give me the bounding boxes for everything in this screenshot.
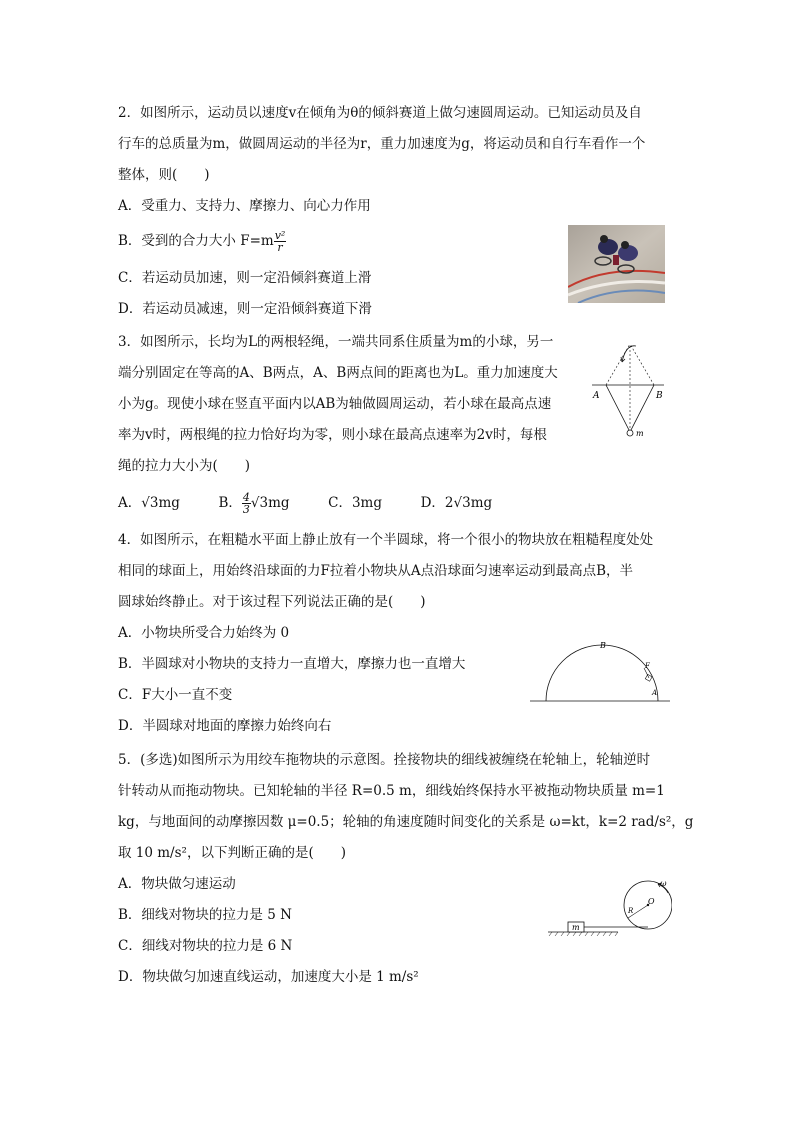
q5-fig-label-omega: ω [660,879,667,888]
q5-option-b: B．细线对物块的拉力是 5 N [118,907,292,923]
q2-stem-line2: 行车的总质量为m，做圆周运动的半径为r，重力加速度为g，将运动员和自行车看作一个 [118,136,646,152]
q5-fig-label-r: R [628,907,634,915]
q3-option-c: C．3mg [328,495,383,511]
q5-stem-line1: 5．(多选)如图所示为用绞车拖物块的示意图。拴接物块的细线被缠绕在轮轴上，轮轴逆时 [118,752,651,768]
q5-stem-line4: 取 10 m/s²，以下判断正确的是( ) [118,845,346,861]
q4-fig-label-a: A [652,689,658,697]
q3-fig-label-m: m [636,429,644,438]
q2-stem-line1: 2．如图所示，运动员以速度v在倾角为θ的倾斜赛道上做匀速圆周运动。已知运动员及自 [118,105,642,121]
q3-fig-label-a: A [593,391,600,401]
q3-option-b-suffix: √3mg [250,495,290,511]
q5-winch-diagram [548,876,672,938]
q3-stem-line3: 小为g。现使小球在竖直平面内以AB为轴做圆周运动，若小球在最高点速 [118,396,552,412]
q3-stem-line4: 率为v时，两根绳的拉力恰好均为零，则小球在最高点速率为2v时，每根 [118,427,547,443]
q3-stem-line5: 绳的拉力大小为( ) [118,458,251,474]
q5-option-c: C．细线对物块的拉力是 6 N [118,938,293,954]
q5-fig-label-m: m [572,923,580,932]
q2-option-b-text: B．受到的合力大小 F=m [118,233,274,249]
q5-option-a: A．物块做匀速运动 [118,876,236,892]
q2-option-a: A．受重力、支持力、摩擦力、向心力作用 [118,198,371,214]
q3-stem-line1: 3．如图所示，长均为L的两根轻绳，一端共同系住质量为m的小球，另一 [118,334,554,350]
q4-fig-label-f: F [645,662,650,670]
cyclist-photo [568,225,665,303]
q4-option-c: C．F大小一直不变 [118,687,233,703]
q3-options [118,492,492,515]
q3-pendulum-diagram [588,336,668,442]
q2-option-b [118,230,286,253]
q4-stem-line2: 相同的球面上，用始终沿球面的力F拉着小物块从A点沿球面匀速率运动到最高点B，半 [118,563,634,579]
q4-option-a: A．小物块所受合力始终为 0 [118,625,290,641]
q4-fig-label-b: B [600,641,606,650]
q4-stem-line1: 4．如图所示，在粗糙水平面上静止放有一个半圆球，将一个很小的物块放在粗糙程度处处 [118,532,654,548]
q5-fig-label-o: O [648,897,655,906]
q5-stem-line3: kg，与地面间的动摩擦因数 μ=0.5；轮轴的角速度随时间变化的关系是 ω=kt，k=2 rad/s²，g [118,814,694,830]
q2-option-c: C．若运动员加速，则一定沿倾斜赛道上滑 [118,270,372,286]
q2-option-d: D．若运动员减速，则一定沿倾斜赛道下滑 [118,301,372,317]
q2-stem-line3: 整体，则( ) [118,167,210,183]
q3-fig-label-b: B [656,391,663,401]
q3-option-b-fraction: $\frac{4}{3}$ [242,491,250,516]
q4-option-d: D．半圆球对地面的摩擦力始终向右 [118,718,332,734]
q3-option-d: D．2√3mg [420,495,493,511]
q4-option-b: B．半圆球对小物块的支持力一直增大，摩擦力也一直增大 [118,656,466,672]
q3-option-b-prefix: B． [218,495,242,511]
q2-option-b-fraction: $\frac{\text{v²}}{r}$ [274,229,286,254]
q4-stem-line3: 圆球始终静止。对于该过程下列说法正确的是( ) [118,594,426,610]
q3-option-a: A．√3mg [118,495,180,511]
q4-hemisphere-diagram [530,640,670,706]
q5-option-d: D．物块做匀加速直线运动，加速度大小是 1 m/s² [118,969,419,985]
q3-stem-line2: 端分别固定在等高的A、B两点，A、B两点间的距离也为L。重力加速度大 [118,365,558,381]
q5-stem-line2: 针转动从而拖动物块。已知轮轴的半径 R=0.5 m，细线始终保持水平被拖动物块质量 m=1 [118,783,665,799]
